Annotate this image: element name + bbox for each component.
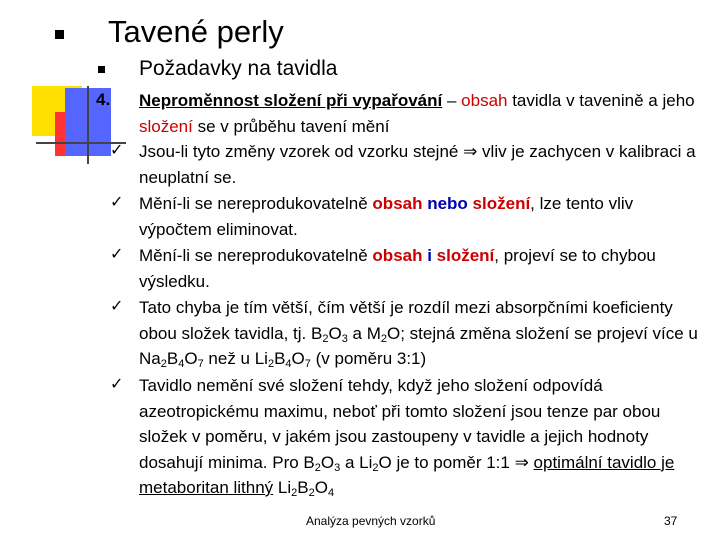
bullet-5-underlined: optimální tavidlo je metaboritan lithný (139, 452, 675, 497)
subscript: 4 (327, 487, 335, 499)
bullet-4-part: O; stejná změna složení se projeví více u Na (139, 323, 698, 368)
bullet-2-part: Mění-li se nereprodukovatelně (139, 194, 373, 213)
bullet-4-part: O (328, 323, 342, 343)
bullet-4-part: O (184, 349, 198, 368)
bullet-4-part: a M (347, 323, 381, 343)
bullet-5-part: O (314, 478, 328, 497)
item-4-text-1: tavidla v tavenině a jeho (507, 91, 695, 110)
bullet-2-part: , lze tento vliv výpočtem eliminovat. (139, 194, 634, 239)
bullet-4-part: než u Li (203, 349, 268, 368)
item-4-dash: – (442, 91, 462, 110)
item-4-text (139, 88, 709, 139)
bullet-4-part: (v poměru 3:1) (310, 349, 427, 368)
bullet-4-part: B (274, 349, 286, 368)
bullet-3-part: Mění-li se nereprodukovatelně (139, 246, 373, 265)
bullet-5-part: a Li (340, 452, 373, 472)
bullet-5-part: O je to poměr 1:1 ⇒ (378, 452, 534, 472)
bullet-4-part: Tato chyba je tím větší, čím větší je rozdíl mezi absorpčními koeficienty obou složek tavidla, tj. B (139, 298, 673, 343)
checkmark-icon: ✓ (110, 298, 124, 315)
subscript: 4 (178, 358, 185, 370)
bullet-2-word-nebo: nebo (422, 194, 473, 213)
slide-subtitle: Požadavky na tavidla (139, 57, 338, 80)
footer-text: Analýza pevných vzorků (306, 514, 436, 528)
bullet-3-word-slozeni: složení (436, 246, 495, 265)
item-4-word-obsah: obsah (461, 91, 508, 110)
bullet-5-text (139, 373, 709, 501)
subscript: 2 (160, 358, 167, 370)
bullet-2-word-slozeni: složení (472, 194, 531, 213)
subscript: 2 (380, 332, 387, 345)
subscript: 3 (334, 461, 341, 474)
bullet-2-word-obsah: obsah (372, 194, 423, 213)
subscript: 2 (291, 487, 298, 499)
bullet-3-word-i: i (422, 246, 437, 265)
bullet-5-part: Tavidlo nemění své složení tehdy, když jeho složení odpovídá azeotropickému maximu, neboť při tomto složení jsou tenze par obou složek v poměru, v jakém jsou zastoupeny v tavidle a jejich hodnoty dosahují minima. Pro B (139, 376, 661, 472)
subtitle-bullet-icon (98, 66, 105, 73)
bullet-4-text (139, 295, 709, 372)
item-4-text-2: se v průběhu tavení mění (192, 116, 390, 136)
subscript: 7 (197, 358, 204, 370)
subscript: 4 (285, 358, 292, 370)
bullet-4-part: O (291, 349, 305, 368)
item-4-word-slozeni: složení (139, 116, 193, 136)
bullet-5-part: B (297, 478, 309, 497)
bullet-3-word-obsah: obsah (372, 246, 423, 265)
subscript: 2 (322, 332, 329, 345)
bullet-2-text (139, 191, 709, 242)
item-number: 4. (96, 90, 111, 109)
subscript: 3 (341, 332, 348, 345)
slide-title: Tavené perly (108, 14, 284, 49)
decor-vertical-line (87, 86, 89, 164)
page-number: 37 (664, 514, 678, 528)
checkmark-icon: ✓ (110, 376, 124, 393)
bullet-4-part: B (166, 349, 179, 368)
checkmark-icon: ✓ (110, 194, 124, 211)
subscript: 2 (372, 461, 379, 474)
subscript: 2 (308, 487, 315, 499)
subscript: 2 (314, 461, 321, 474)
bullet-1-text: Jsou-li tyto změny vzorek od vzorku stejné ⇒ vliv je zachycen v kalibraci a neuplatní se. (139, 142, 696, 187)
subscript: 7 (304, 358, 311, 370)
title-bullet-icon (55, 30, 64, 39)
bullet-5-part: Li (273, 478, 292, 497)
bullet-3-text (139, 243, 709, 294)
bullet-5-part: O (320, 452, 335, 472)
item-4-heading: Neproměnnost složení při vypařování (139, 91, 443, 110)
checkmark-icon: ✓ (110, 142, 124, 159)
checkmark-icon: ✓ (110, 246, 124, 263)
subscript: 2 (267, 358, 275, 370)
bullet-3-part: , projeví se to chybou výsledku. (139, 246, 656, 291)
